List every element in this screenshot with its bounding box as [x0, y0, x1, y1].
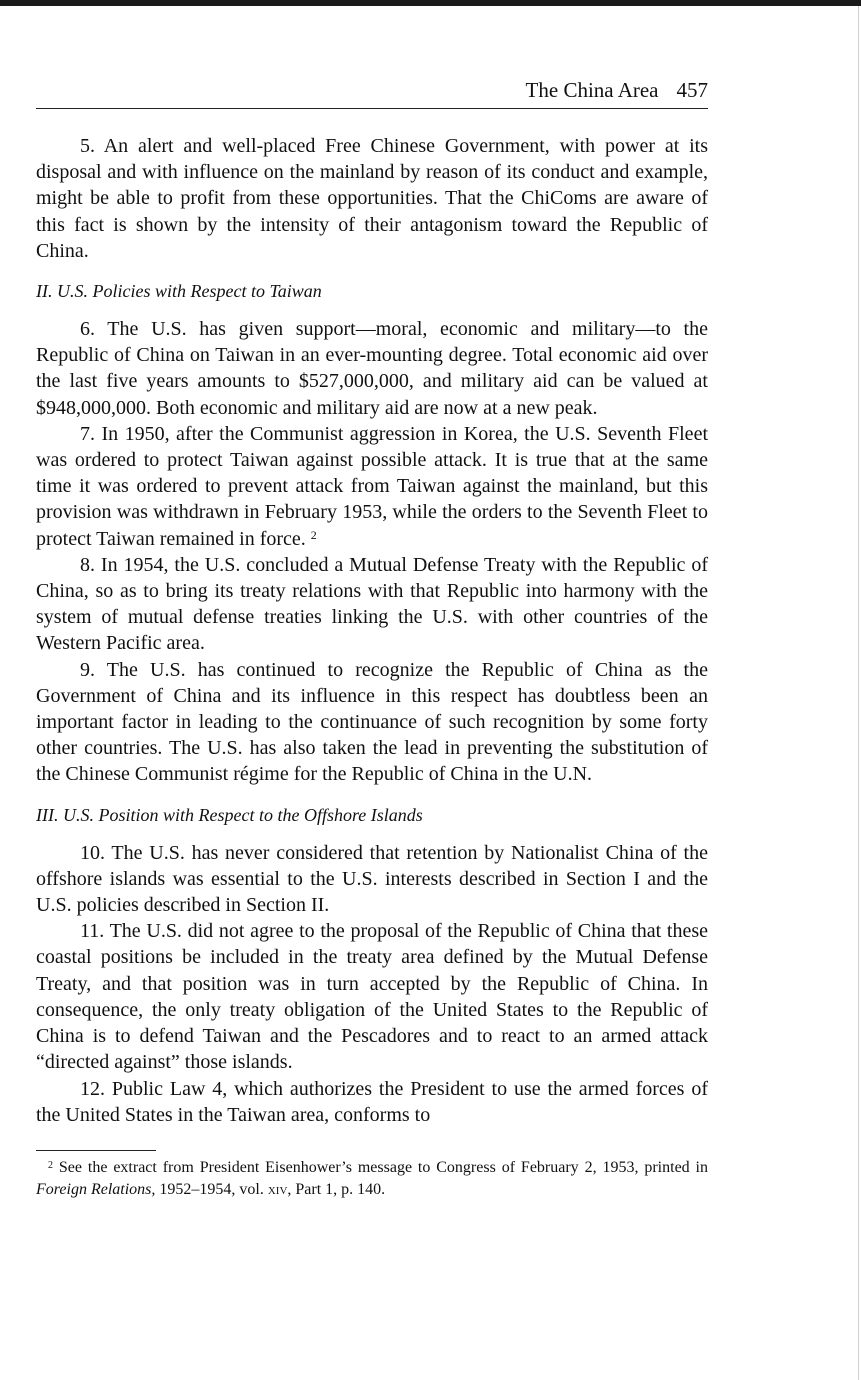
scan-top-edge — [0, 0, 861, 6]
section-heading-2: II. U.S. Policies with Respect to Taiwan — [36, 281, 322, 302]
paragraph-12: 12. Public Law 4, which authorizes the President to use the armed forces of the United States in the Taiwan area, conforms to — [36, 1077, 708, 1126]
paragraph-6: 6. The U.S. has given support—moral, economic and military—to the Republic of China on Taiwan in an ever-mounting degree. Total economic aid over the last five years amounts to $527,000,000, and military aid can be valued at $948,000,000. Both economic and military aid are now at a new peak. — [36, 318, 708, 419]
running-header — [36, 78, 708, 109]
page-number: 457 — [676, 78, 708, 102]
footnote-marker: 2 — [48, 1159, 53, 1171]
paragraph-8: 8. In 1954, the U.S. concluded a Mutual Defense Treaty with the Republic of China, so as to bring its treaty relations with that Republic into harmony with the system of mutual defense treaties linking the U.S. with other countries of the Western Pacific area. — [36, 553, 708, 655]
paragraph-10: 10. The U.S. has never considered that retention by Nationalist China of the offshore islands was essential to the U.S. interests described in Section I and the U.S. policies described in Section II. — [36, 841, 708, 917]
paragraph-7-text: 7. In 1950, after the Communist aggression in Korea, the U.S. Seventh Fleet was ordered to protect Taiwan against possible attack. It is true that at the same time it was ordered to prevent attack from Taiwan against the mainland, but this provision was withdrawn in February 1953, while the orders to the Seventh Fleet to protect Taiwan remained in force. — [36, 422, 708, 550]
document-page — [36, 78, 708, 1201]
section-heading-3: III. U.S. Position with Respect to the Offshore Islands — [36, 804, 423, 825]
footnote — [36, 1157, 708, 1201]
paragraph-9: 9. The U.S. has continued to recognize the Republic of China as the Government of China and its influence in this respect has doubtless been an important factor in leading to the continuance of such recognition by some forty other countries. The U.S. has also taken the lead in preventing the substitution of the Chinese Communist régime for the Republic of China in the U.N. — [36, 658, 708, 786]
footnote-reference: 2 — [310, 527, 317, 542]
footnote-text-a: See the extract from President Eisenhower’s message to Congress of February 2, 1953, printed in — [58, 1158, 709, 1176]
paragraph-5: 5. An alert and well-placed Free Chinese Government, with power at its disposal and with influence on the mainland by reason of its conduct and example, might be able to profit from these opportunities. That the ChiComs are aware of this fact is shown by the intensity of their antagonism toward the Republic of China. — [36, 135, 708, 262]
footnote-text-c: , Part 1, p. 140. — [287, 1180, 386, 1198]
footnote-rule — [36, 1150, 156, 1151]
running-header-title: The China Area — [525, 78, 659, 102]
footnote-text-b: 1952–1954, vol. — [159, 1180, 264, 1198]
footnote-publication-title: Foreign Relations, — [36, 1180, 156, 1198]
body-text — [36, 133, 708, 1201]
scan-right-edge — [858, 6, 859, 1380]
paragraph-11: 11. The U.S. did not agree to the proposal of the Republic of China that these coastal positions be included in the treaty area defined by the Mutual Defense Treaty, and that position was in turn accepted by the Republic of China. In consequence, the only treaty obligation of the United States to the Republic of China is to defend Taiwan and the Pescadores and to react to an armed attack “directed against” those islands. — [36, 920, 708, 1074]
footnote-volume: xiv — [267, 1180, 288, 1198]
paragraph-7 — [36, 421, 708, 552]
